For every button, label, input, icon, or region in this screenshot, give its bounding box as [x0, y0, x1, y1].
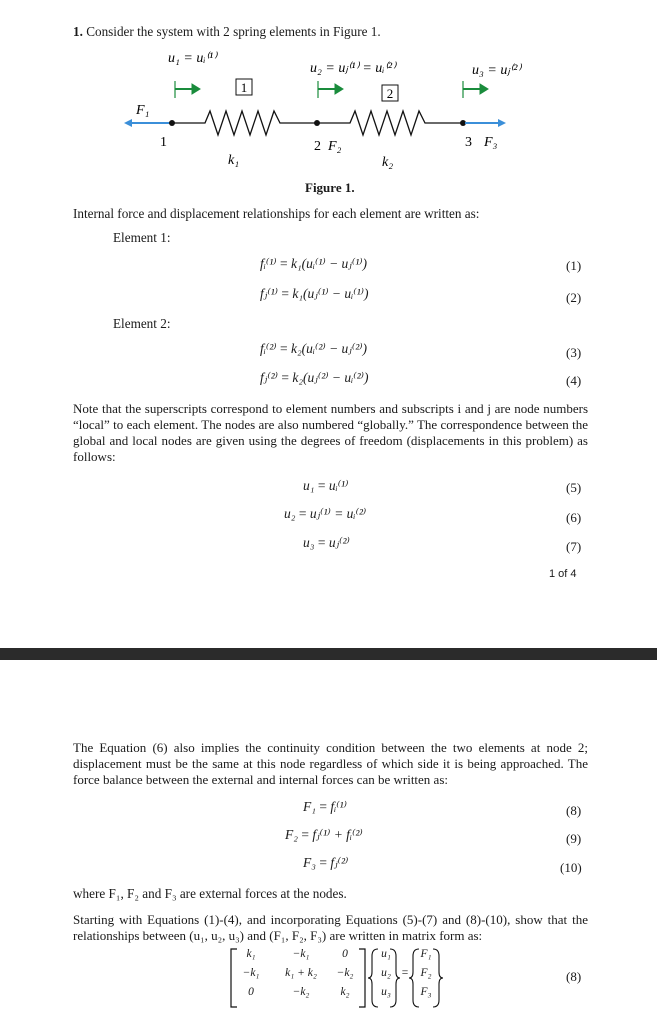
f-entry-1: F₁	[420, 948, 432, 960]
k-entry-3-1: 0	[248, 986, 254, 998]
equation-5: u₁ = uᵢ⁽¹⁾	[303, 478, 349, 493]
u2-arrow	[318, 81, 343, 98]
k2-label: k₂	[382, 155, 394, 170]
problem-intro-text: Consider the system with 2 spring elements in Figure 1.	[86, 24, 381, 39]
eq5-lhs: u₁	[303, 478, 315, 493]
f3-label: F₃	[484, 135, 498, 150]
page-2	[0, 660, 657, 1024]
spring-2	[317, 111, 463, 135]
eq7-number: (7)	[566, 539, 582, 554]
u-entry-3: u₃	[381, 986, 391, 998]
k-entry-1-1: k₁	[246, 948, 256, 960]
equation-6: u₂ = uⱼ⁽¹⁾ = uᵢ⁽²⁾	[284, 506, 367, 521]
eq3-lhs: fᵢ⁽²⁾	[260, 341, 277, 356]
u1-label: u₁ = uᵢ⁽¹⁾	[168, 51, 217, 66]
eq10-rhs: fⱼ⁽²⁾	[330, 855, 349, 870]
eq10-lhs: F₃	[303, 855, 316, 870]
equation-10: F₃ = fⱼ⁽²⁾	[303, 855, 349, 870]
matrix-equals: =	[401, 967, 409, 979]
equation-9: F₂ = fⱼ⁽¹⁾ + fᵢ⁽²⁾	[285, 827, 363, 842]
eq4-lhs: fⱼ⁽²⁾	[260, 370, 278, 385]
node-1-label: 1	[160, 135, 167, 150]
eq4-number: (4)	[566, 373, 582, 388]
eq8-rhs: fᵢ⁽¹⁾	[330, 799, 347, 814]
k1-label: k₁	[228, 153, 240, 168]
f-entry-3: F₃	[420, 986, 432, 998]
eq6-lhs: u₂	[284, 506, 296, 521]
eq9-number: (9)	[566, 831, 582, 846]
relationships-intro: Internal force and displacement relationships for each element are written as:	[73, 206, 480, 221]
eq2-rhs: k₁(uⱼ⁽¹⁾ − uᵢ⁽¹⁾)	[292, 286, 369, 301]
f2-label: F₂	[328, 139, 342, 154]
k-entry-2-2: k₁ + k₂	[285, 967, 317, 979]
spring-system-figure	[120, 48, 540, 173]
element-2-number: 2	[386, 86, 394, 101]
eq8-number: (8)	[566, 803, 582, 818]
u1-arrow	[175, 81, 200, 98]
equation-1: fᵢ⁽¹⁾ = k₁(uᵢ⁽¹⁾ − uⱼ⁽¹⁾)	[260, 256, 368, 271]
eq9-lhs: F₂	[285, 827, 298, 842]
k-entry-3-3: k₂	[340, 986, 350, 998]
u3-label: u₃ = uⱼ⁽²⁾	[472, 63, 521, 78]
node-1	[169, 120, 175, 126]
node-3-label: 3	[465, 135, 472, 150]
eq9-rhs: fⱼ⁽¹⁾ + fᵢ⁽²⁾	[312, 827, 363, 842]
eq10-number: (10)	[560, 860, 582, 875]
f-entry-2: F₂	[420, 967, 432, 979]
eq6-rhs: uⱼ⁽¹⁾ = uᵢ⁽²⁾	[309, 506, 367, 521]
k-entry-2-3: −k₂	[336, 967, 354, 979]
note-paragraph: Note that the superscripts correspond to element numbers and subscripts i and j are node numbers “local” to each element. The nodes are also numbered “globally.” The correspondence between the global and local nodes are given using the degrees of freedom (displacements in this problem) as follows:	[73, 401, 588, 464]
element-1-heading: Element 1:	[113, 230, 171, 245]
f1-label: F₁	[136, 103, 150, 118]
eq4-rhs: k₂(uⱼ⁽²⁾ − uᵢ⁽²⁾)	[292, 370, 369, 385]
u3-arrow	[463, 81, 488, 98]
eq2-lhs: fⱼ⁽¹⁾	[260, 286, 278, 301]
eq7-rhs: uⱼ⁽²⁾	[328, 535, 350, 550]
k-entry-2-1: −k₁	[242, 967, 260, 979]
problem-number: 1.	[73, 24, 83, 39]
eq1-rhs: k₁(uᵢ⁽¹⁾ − uⱼ⁽¹⁾)	[290, 256, 368, 271]
equation-7: u₃ = uⱼ⁽²⁾	[303, 535, 350, 550]
equation-4: fⱼ⁽²⁾ = k₂(uⱼ⁽²⁾ − uᵢ⁽²⁾)	[260, 370, 369, 385]
page-separator	[0, 648, 657, 660]
u-entry-1: u₁	[381, 948, 391, 960]
matrix-eq-number: (8)	[566, 969, 582, 984]
equation-2: fⱼ⁽¹⁾ = k₁(uⱼ⁽¹⁾ − uᵢ⁽¹⁾)	[260, 286, 369, 301]
u-entry-2: u₂	[381, 967, 391, 979]
u2-label: u₂ = uⱼ⁽¹⁾ = uᵢ⁽²⁾	[310, 61, 396, 76]
node-2	[314, 120, 320, 126]
eq3-rhs: k₂(uᵢ⁽²⁾ − uⱼ⁽²⁾)	[290, 341, 368, 356]
figure-caption: Figure 1.	[305, 180, 355, 195]
eq1-lhs: fᵢ⁽¹⁾	[260, 256, 277, 271]
k-entry-1-3: 0	[342, 948, 348, 960]
eq6-number: (6)	[566, 510, 582, 525]
continuity-paragraph: The Equation (6) also implies the continuity condition between the two elements at node 2; displacement must be the same at this node regardless of which side it is being approached. The force balance between the external and internal forces can be written as:	[73, 740, 588, 787]
f3-arrow	[465, 119, 506, 127]
task-paragraph: Starting with Equations (1)-(4), and incorporating Equations (5)-(7) and (8)-(10), show that the relationships between (u₁, u₂, u₃) and (F₁, F₂, F₃) are written in matrix form as:	[73, 912, 588, 943]
where-forces-text: where F₁, F₂ and F₃ are external forces at the nodes.	[73, 886, 347, 901]
spring-1	[172, 111, 317, 135]
element-2-heading: Element 2:	[113, 316, 171, 331]
eq3-number: (3)	[566, 345, 582, 360]
node-2-label: 2	[314, 139, 321, 154]
eq5-rhs: uᵢ⁽¹⁾	[328, 478, 349, 493]
eq2-number: (2)	[566, 290, 582, 305]
k-entry-3-2: −k₂	[292, 986, 310, 998]
k-entry-1-2: −k₁	[292, 948, 310, 960]
eq7-lhs: u₃	[303, 535, 315, 550]
problem-intro	[73, 24, 381, 40]
eq5-number: (5)	[566, 480, 582, 495]
f1-arrow	[124, 119, 172, 127]
equation-8: F₁ = fᵢ⁽¹⁾	[303, 799, 347, 814]
eq8-lhs: F₁	[303, 799, 316, 814]
page-footer: 1 of 4	[549, 568, 577, 580]
element-1-number: 1	[240, 80, 248, 95]
eq1-number: (1)	[566, 258, 582, 273]
equation-3: fᵢ⁽²⁾ = k₂(uᵢ⁽²⁾ − uⱼ⁽²⁾)	[260, 341, 368, 356]
